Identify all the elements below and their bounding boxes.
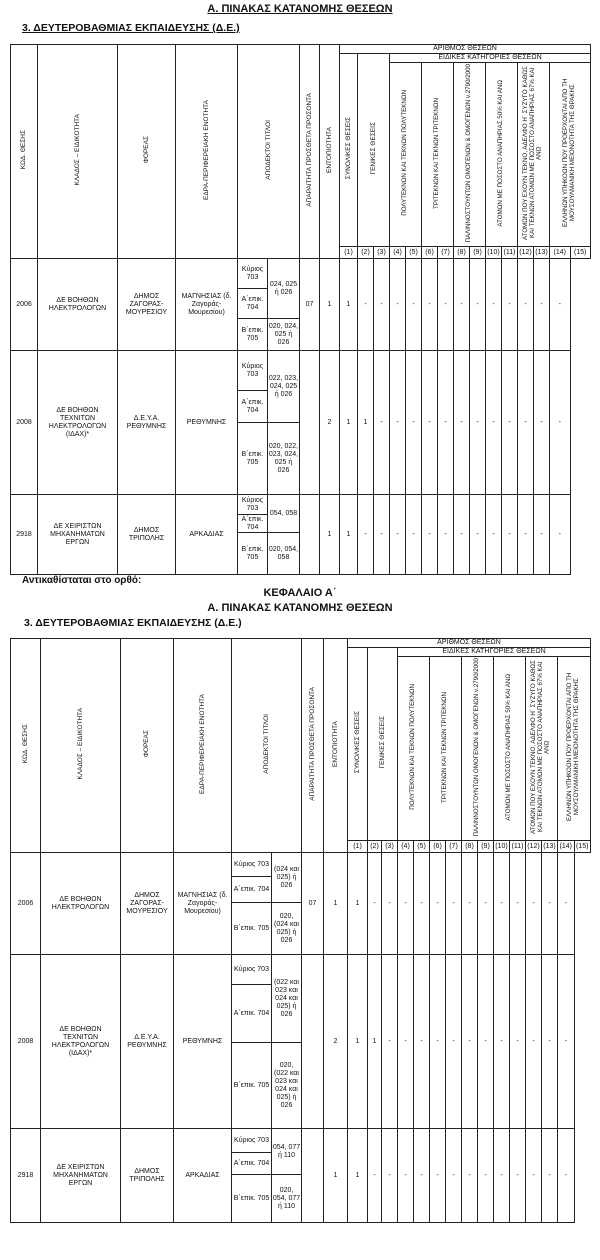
region-header: ΕΔΡΑ-ΠΕΡΙΦΕΡΕΙΑΚΗ ΕΝΟΤΗΤΑ	[202, 100, 210, 201]
locality-value	[300, 495, 320, 575]
position-count: -	[534, 495, 550, 575]
titles-header: ΑΠΟΔΕΚΤΟΙ ΤΙΤΛΟΙ	[264, 120, 272, 180]
palin-header-cell	[454, 63, 486, 247]
required-quals: 020, 054, 077 ή 110	[272, 1175, 302, 1223]
accepted-title: Α΄επικ. 704	[238, 391, 268, 423]
position-count: 1	[340, 351, 358, 495]
position-count: 1	[324, 853, 348, 955]
title-1: Α. ΠΙΝΑΚΑΣ ΚΑΤΑΝΟΜΗΣ ΘΕΣΕΩΝ	[207, 3, 393, 15]
tri-header: ΤΡΙΤΕΚΝΩΝ ΚΑΙ ΤΕΚΝΩΝ ΤΡΙΤΕΚΝΩΝ	[441, 691, 449, 803]
position-code: 2008	[11, 351, 38, 495]
position-count: -	[558, 955, 575, 1129]
position-count: -	[398, 1129, 414, 1223]
positions-table-corrected	[10, 638, 591, 1223]
position-count: -	[470, 259, 486, 351]
required-quals: 022, 023, 024, 025 ή 026	[268, 351, 300, 423]
extra-header: ΑΠΑΡΑΙΤΗΤΑ ΠΡΟΣΘΕΤΑ ΠΡΟΣΟΝΤΑ	[308, 687, 316, 801]
locality-value	[302, 1129, 324, 1223]
total-header: ΣΥΝΟΛΙΚΕΣ ΘΕΣΕΙΣ	[353, 711, 361, 774]
position-count: -	[398, 853, 414, 955]
position-count: -	[510, 853, 526, 955]
col-number: (6)	[422, 247, 438, 259]
num-positions-header: ΑΡΙΘΜΟΣ ΘΕΣΕΩΝ	[348, 639, 591, 648]
col-number: (14)	[550, 247, 571, 259]
col-number: (8)	[462, 841, 478, 853]
position-count: 1	[348, 955, 368, 1129]
poly-header-cell	[398, 657, 430, 841]
position-count: -	[526, 853, 542, 955]
titles-header: ΑΠΟΔΕΚΤΟΙ ΤΙΤΛΟΙ	[262, 714, 270, 774]
position-count: -	[550, 351, 571, 495]
branch-header: ΚΛΑΔΟΣ – ΕΙΔΙΚΟΤΗΤΑ	[73, 114, 81, 186]
position-count: -	[358, 495, 374, 575]
position-code: 2006	[11, 853, 41, 955]
position-count: -	[470, 495, 486, 575]
position-count: -	[358, 259, 374, 351]
region-unit: ΜΑΓΝΗΣΙΑΣ (δ. Ζαγοράς-Μουρεσίου)	[174, 853, 232, 955]
accepted-title: Α΄επικ. 704	[232, 1153, 272, 1175]
tri-header-cell	[422, 63, 454, 247]
accepted-title: Κύριος 703	[238, 259, 268, 289]
position-count: -	[462, 853, 478, 955]
locality-header-cell	[324, 639, 348, 853]
table-row	[11, 1129, 591, 1153]
position-count: -	[438, 351, 454, 495]
accepted-title: Κύριος 703	[232, 1129, 272, 1153]
region-header: ΕΔΡΑ-ΠΕΡΙΦΕΡΕΙΑΚΗ ΕΝΟΤΗΤΑ	[198, 694, 206, 795]
total-header-cell	[340, 54, 358, 247]
col-number: (9)	[478, 841, 494, 853]
disab-header-cell	[494, 657, 526, 841]
titles-header-cell	[232, 639, 302, 853]
col-number: (7)	[446, 841, 462, 853]
position-count: -	[390, 351, 406, 495]
branch-header-cell	[41, 639, 121, 853]
position-count: -	[494, 853, 510, 955]
col-number: (1)	[340, 247, 358, 259]
position-count: -	[510, 955, 526, 1129]
section-title-1: 3. ΔΕΥΤΕΡΟΒΑΘΜΙΑΣ ΕΚΠΑΙΔΕΥΣΗΣ (Δ.Ε.)	[22, 22, 240, 34]
col-number: (13)	[542, 841, 558, 853]
locality-value	[302, 955, 324, 1129]
position-count: -	[438, 495, 454, 575]
position-count: -	[374, 495, 390, 575]
branch-specialty: ΔΕ ΒΟΗΘΩΝ ΗΛΕΚΤΡΟΛΟΓΩΝ	[38, 259, 118, 351]
position-count: -	[406, 495, 422, 575]
accepted-title: Α΄επικ. 704	[238, 515, 268, 533]
region-unit: ΜΑΓΝΗΣΙΑΣ (δ. Ζαγοράς-Μουρεσίου)	[176, 259, 238, 351]
general-header-cell	[368, 648, 398, 841]
position-code: 2918	[11, 1129, 41, 1223]
position-count: -	[470, 351, 486, 495]
required-quals: 024, 025 ή 026	[268, 259, 300, 319]
col-number: (9)	[470, 247, 486, 259]
position-count: -	[550, 259, 571, 351]
palin-header: ΠΑΛΙΝΝΟΣΤΟΥΝΤΩΝ ΟΜΟΓΕΝΩΝ & ΟΜΟΓΕΝΩΝ ν.2790/2000	[465, 63, 473, 243]
table-row	[11, 351, 591, 391]
general-header: ΓΕΝΙΚΕΣ ΘΕΣΕΙΣ	[378, 716, 386, 769]
locality-value	[300, 351, 320, 495]
position-count: -	[438, 259, 454, 351]
accepted-title: Α΄επικ. 704	[232, 877, 272, 903]
general-header: ΓΕΝΙΚΕΣ ΘΕΣΕΙΣ	[369, 122, 377, 175]
position-count: -	[486, 351, 502, 495]
position-count: -	[502, 259, 518, 351]
extra-header-cell	[302, 639, 324, 853]
position-code: 2008	[11, 955, 41, 1129]
col-number: (12)	[526, 841, 542, 853]
col-number: (10)	[494, 841, 510, 853]
relatives-header-cell	[518, 63, 550, 247]
accepted-title: Β΄επικ. 705	[232, 903, 272, 955]
required-quals: 054, 077 ή 110	[272, 1129, 302, 1175]
position-count: -	[390, 259, 406, 351]
region-header-cell	[176, 45, 238, 259]
position-count: 1	[348, 1129, 368, 1223]
employer-body: ΔΗΜΟΣ ΤΡΙΠΟΛΗΣ	[121, 1129, 174, 1223]
position-count: -	[558, 1129, 575, 1223]
accepted-title: Β΄επικ. 705	[238, 319, 268, 351]
col-number: (15)	[570, 247, 591, 259]
col-number: (5)	[414, 841, 430, 853]
special-header: ΕΙΔΙΚΕΣ ΚΑΤΗΓΟΡΙΕΣ ΘΕΣΕΩΝ	[398, 648, 591, 657]
branch-header-cell	[38, 45, 118, 259]
position-count: -	[478, 1129, 494, 1223]
accepted-title: Β΄επικ. 705	[238, 533, 268, 575]
region-unit: ΑΡΚΑΔΙΑΣ	[174, 1129, 232, 1223]
position-count: -	[518, 351, 534, 495]
col-number: (6)	[430, 841, 446, 853]
position-count: -	[414, 853, 430, 955]
branch-specialty: ΔΕ ΧΕΙΡΙΣΤΩΝ ΜΗΧΑΝΗΜΑΤΩΝ ΕΡΓΩΝ	[38, 495, 118, 575]
locality-header: ΕΝΤΟΠΙΟΤΗΤΑ	[325, 127, 333, 174]
required-quals: 020, (022 και 023 και 024 και 025) ή 026	[272, 1043, 302, 1129]
position-count: -	[558, 853, 575, 955]
position-count: -	[446, 955, 462, 1129]
position-count: -	[414, 955, 430, 1129]
relatives-header-cell	[526, 657, 558, 841]
region-header-cell	[174, 639, 232, 853]
branch-header: ΚΛΑΔΟΣ – ΕΙΔΙΚΟΤΗΤΑ	[76, 708, 84, 780]
employer-body: ΔΗΜΟΣ ΖΑΓΟΡΑΣ-ΜΟΥΡΕΣΙΟΥ	[121, 853, 174, 955]
replace-note: Αντικαθίσταται στο ορθό:	[22, 575, 142, 586]
position-count: -	[542, 955, 558, 1129]
position-count: -	[454, 351, 470, 495]
relatives-header: ΑΤΟΜΩΝ ΠΟΥ ΕΧΟΥΝ ΤΕΚΝΟ, ΑΔΕΛΦΟ Η΄ ΣΥΖΥΓΟ ΚΑΘΩΣ ΚΑΙ ΤΕΚΝΩΝ ΑΤΟΜΩΝ ΜΕ ΠΟΣΟΣΤΟ ΑΝΑΠΗΡΙΑΣ 67% ΚΑΙ ΑΝΩ	[522, 66, 543, 241]
position-count: 1	[320, 495, 340, 575]
position-code: 2918	[11, 495, 38, 575]
table-row	[11, 853, 591, 877]
position-count: -	[414, 1129, 430, 1223]
position-count: -	[454, 495, 470, 575]
position-count: -	[526, 955, 542, 1129]
position-count: -	[430, 1129, 446, 1223]
position-count: -	[526, 1129, 542, 1223]
body-header: ΦΟΡΕΑΣ	[142, 136, 150, 164]
body-header-cell	[121, 639, 174, 853]
thrace-header-cell	[550, 63, 591, 247]
col-number: (10)	[486, 247, 502, 259]
body-header-cell	[118, 45, 176, 259]
position-count: -	[382, 955, 398, 1129]
position-count: -	[430, 853, 446, 955]
position-count: -	[462, 1129, 478, 1223]
table-row	[11, 955, 591, 985]
position-count: -	[518, 259, 534, 351]
poly-header-cell	[390, 63, 422, 247]
region-unit: ΑΡΚΑΔΙΑΣ	[176, 495, 238, 575]
accepted-title: Κύριος 703	[238, 351, 268, 391]
position-count: -	[454, 259, 470, 351]
col-number: (8)	[454, 247, 470, 259]
position-count: -	[494, 955, 510, 1129]
position-count: -	[534, 259, 550, 351]
thrace-header: ΕΛΛΗΝΩΝ ΥΠΗΚΟΩΝ ΠΟΥ ΠΡΟΕΡΧΟΝΤΑΙ ΑΠΟ ΤΗ ΜΟΥΣΟΥΛΜΑΝΙΚΗ ΜΕΙΟΝΟΤΗΤΑ ΤΗΣ ΘΡΑΚΗΣ	[562, 78, 576, 228]
position-count: -	[494, 1129, 510, 1223]
position-count: 1	[324, 1129, 348, 1223]
col-number: (15)	[574, 841, 591, 853]
position-count: -	[406, 259, 422, 351]
total-header-cell	[348, 648, 368, 841]
required-quals: 020, 022, 023, 024, 025 ή 026	[268, 423, 300, 495]
table-row	[11, 495, 591, 515]
employer-body: ΔΗΜΟΣ ΖΑΓΟΡΑΣ-ΜΟΥΡΕΣΙΟΥ	[118, 259, 176, 351]
num-positions-header: ΑΡΙΘΜΟΣ ΘΕΣΕΩΝ	[340, 45, 591, 54]
col-number: (13)	[534, 247, 550, 259]
body-header: ΦΟΡΕΑΣ	[143, 730, 151, 758]
employer-body: Δ.Ε.Υ.Α. ΡΕΘΥΜΝΗΣ	[118, 351, 176, 495]
code-header: ΚΩΔ. ΘΕΣΗΣ	[21, 724, 29, 764]
accepted-title: Κύριος 703	[232, 955, 272, 985]
required-quals: 020, 024, 025 ή 026	[268, 319, 300, 351]
position-count: -	[374, 351, 390, 495]
position-count: -	[422, 495, 438, 575]
position-count: -	[446, 1129, 462, 1223]
position-count: -	[430, 955, 446, 1129]
locality-value: 07	[302, 853, 324, 955]
position-count: 1	[348, 853, 368, 955]
position-count: -	[478, 955, 494, 1129]
branch-specialty: ΔΕ ΒΟΗΘΩΝ ΗΛΕΚΤΡΟΛΟΓΩΝ	[41, 853, 121, 955]
position-count: -	[510, 1129, 526, 1223]
titles-header-cell	[238, 45, 300, 259]
position-count: -	[542, 1129, 558, 1223]
position-count: -	[502, 495, 518, 575]
position-count: -	[368, 853, 382, 955]
relatives-header: ΑΤΟΜΩΝ ΠΟΥ ΕΧΟΥΝ ΤΕΚΝΟ, ΑΔΕΛΦΟ Η΄ ΣΥΖΥΓΟ ΚΑΘΩΣ ΚΑΙ ΤΕΚΝΩΝ ΑΤΟΜΩΝ ΜΕ ΠΟΣΟΣΤΟ ΑΝΑΠΗΡΙΑΣ 67% ΚΑΙ ΑΝΩ	[530, 660, 551, 835]
position-count: -	[486, 259, 502, 351]
accepted-title: Β΄επικ. 705	[232, 1175, 272, 1223]
special-header: ΕΙΔΙΚΕΣ ΚΑΤΗΓΟΡΙΕΣ ΘΕΣΕΩΝ	[390, 54, 591, 63]
code-header: ΚΩΔ. ΘΕΣΗΣ	[20, 130, 28, 170]
required-quals: 020, (024 και 025) ή 026	[272, 903, 302, 955]
disab-header: ΑΤΟΜΩΝ ΜΕ ΠΟΣΟΣΤΟ ΑΝΑΠΗΡΙΑΣ 50% ΚΑΙ ΑΝΩ	[505, 673, 513, 821]
col-number: (3)	[374, 247, 390, 259]
disab-header: ΑΤΟΜΩΝ ΜΕ ΠΟΣΟΣΤΟ ΑΝΑΠΗΡΙΑΣ 50% ΚΑΙ ΑΝΩ	[497, 79, 505, 227]
thrace-header: ΕΛΛΗΝΩΝ ΥΠΗΚΟΩΝ ΠΟΥ ΠΡΟΕΡΧΟΝΤΑΙ ΑΠΟ ΤΗ ΜΟΥΣΟΥΛΜΑΝΙΚΗ ΜΕΙΟΝΟΤΗΤΑ ΤΗΣ ΘΡΑΚΗΣ	[566, 672, 580, 822]
locality-header-cell	[320, 45, 340, 259]
position-count: -	[406, 351, 422, 495]
col-number: (4)	[390, 247, 406, 259]
thrace-header-cell	[558, 657, 591, 841]
position-count: -	[518, 495, 534, 575]
accepted-title: Κύριος 703	[232, 853, 272, 877]
employer-body: ΔΗΜΟΣ ΤΡΙΠΟΛΗΣ	[118, 495, 176, 575]
position-count: -	[374, 259, 390, 351]
accepted-title: Α΄επικ. 704	[232, 985, 272, 1043]
col-number: (12)	[518, 247, 534, 259]
position-code: 2006	[11, 259, 38, 351]
code-header-cell	[11, 45, 38, 259]
col-number: (5)	[406, 247, 422, 259]
col-number: (1)	[348, 841, 368, 853]
position-count: 1	[368, 955, 382, 1129]
region-unit: ΡΕΘΥΜΝΗΣ	[176, 351, 238, 495]
region-unit: ΡΕΘΥΜΝΗΣ	[174, 955, 232, 1129]
tri-header: ΤΡΙΤΕΚΝΩΝ ΚΑΙ ΤΕΚΝΩΝ ΤΡΙΤΕΚΝΩΝ	[433, 97, 441, 209]
code-header-cell	[11, 639, 41, 853]
col-number: (14)	[558, 841, 575, 853]
palin-header: ΠΑΛΙΝΝΟΣΤΟΥΝΤΩΝ ΟΜΟΓΕΝΩΝ & ΟΜΟΓΕΝΩΝ ν.2790/2000	[473, 657, 481, 837]
position-count: 2	[320, 351, 340, 495]
position-count: -	[422, 351, 438, 495]
col-number: (11)	[502, 247, 518, 259]
accepted-title: Β΄επικ. 705	[232, 1043, 272, 1129]
col-number: (2)	[368, 841, 382, 853]
locality-header: ΕΝΤΟΠΙΟΤΗΤΑ	[331, 721, 339, 768]
accepted-title: Κύριος 703	[238, 495, 268, 515]
position-count: -	[462, 955, 478, 1129]
position-count: -	[382, 853, 398, 955]
palin-header-cell	[462, 657, 494, 841]
position-count: -	[542, 853, 558, 955]
position-count: 1	[320, 259, 340, 351]
position-count: -	[398, 955, 414, 1129]
col-number: (7)	[438, 247, 454, 259]
poly-header: ΠΟΛΥΤΕΚΝΩΝ ΚΑΙ ΤΕΚΝΩΝ ΠΟΛΥΤΕΚΝΩΝ	[401, 90, 409, 216]
position-count: -	[486, 495, 502, 575]
positions-table-original	[10, 44, 591, 575]
position-count: -	[382, 1129, 398, 1223]
position-count: -	[478, 853, 494, 955]
title-2: Α. ΠΙΝΑΚΑΣ ΚΑΤΑΝΟΜΗΣ ΘΕΣΕΩΝ	[207, 602, 393, 614]
col-number: (3)	[382, 841, 398, 853]
position-count: 1	[340, 259, 358, 351]
position-count: 1	[340, 495, 358, 575]
disab-header-cell	[486, 63, 518, 247]
position-count: -	[422, 259, 438, 351]
branch-specialty: ΔΕ ΒΟΗΘΩΝ ΤΕΧΝΙΤΩΝ ΗΛΕΚΤΡΟΛΟΓΩΝ (ΙΔΑΧ)*	[41, 955, 121, 1129]
table-row	[11, 259, 591, 289]
total-header: ΣΥΝΟΛΙΚΕΣ ΘΕΣΕΙΣ	[344, 117, 352, 180]
general-header-cell	[358, 54, 390, 247]
branch-specialty: ΔΕ ΒΟΗΘΩΝ ΤΕΧΝΙΤΩΝ ΗΛΕΚΤΡΟΛΟΓΩΝ (ΙΔΑΧ)*	[38, 351, 118, 495]
employer-body: Δ.Ε.Υ.Α. ΡΕΘΥΜΝΗΣ	[121, 955, 174, 1129]
poly-header: ΠΟΛΥΤΕΚΝΩΝ ΚΑΙ ΤΕΚΝΩΝ ΠΟΛΥΤΕΚΝΩΝ	[409, 684, 417, 810]
tri-header-cell	[430, 657, 462, 841]
chapter-title: ΚΕΦΑΛΑΙΟ Α΄	[263, 587, 337, 599]
accepted-title: Β΄επικ. 705	[238, 423, 268, 495]
required-quals: 020, 054, 058	[268, 533, 300, 575]
col-number: (4)	[398, 841, 414, 853]
position-count: -	[502, 351, 518, 495]
required-quals: (024 και 025) ή 026	[272, 853, 302, 903]
extra-header: ΑΠΑΡΑΙΤΗΤΑ ΠΡΟΣΘΕΤΑ ΠΡΟΣΟΝΤΑ	[305, 93, 313, 207]
col-number: (11)	[510, 841, 526, 853]
position-count: -	[534, 351, 550, 495]
extra-header-cell	[300, 45, 320, 259]
required-quals: 054, 058	[268, 495, 300, 533]
position-count: -	[550, 495, 571, 575]
required-quals: (022 και 023 και 024 και 025) ή 026	[272, 955, 302, 1043]
position-count: 2	[324, 955, 348, 1129]
branch-specialty: ΔΕ ΧΕΙΡΙΣΤΩΝ ΜΗΧΑΝΗΜΑΤΩΝ ΕΡΓΩΝ	[41, 1129, 121, 1223]
locality-value: 07	[300, 259, 320, 351]
position-count: -	[390, 495, 406, 575]
position-count: -	[446, 853, 462, 955]
col-number: (2)	[358, 247, 374, 259]
section-title-2: 3. ΔΕΥΤΕΡΟΒΑΘΜΙΑΣ ΕΚΠΑΙΔΕΥΣΗΣ (Δ.Ε.)	[24, 617, 242, 629]
accepted-title: Α΄επικ. 704	[238, 289, 268, 319]
position-count: 1	[358, 351, 374, 495]
position-count: -	[368, 1129, 382, 1223]
